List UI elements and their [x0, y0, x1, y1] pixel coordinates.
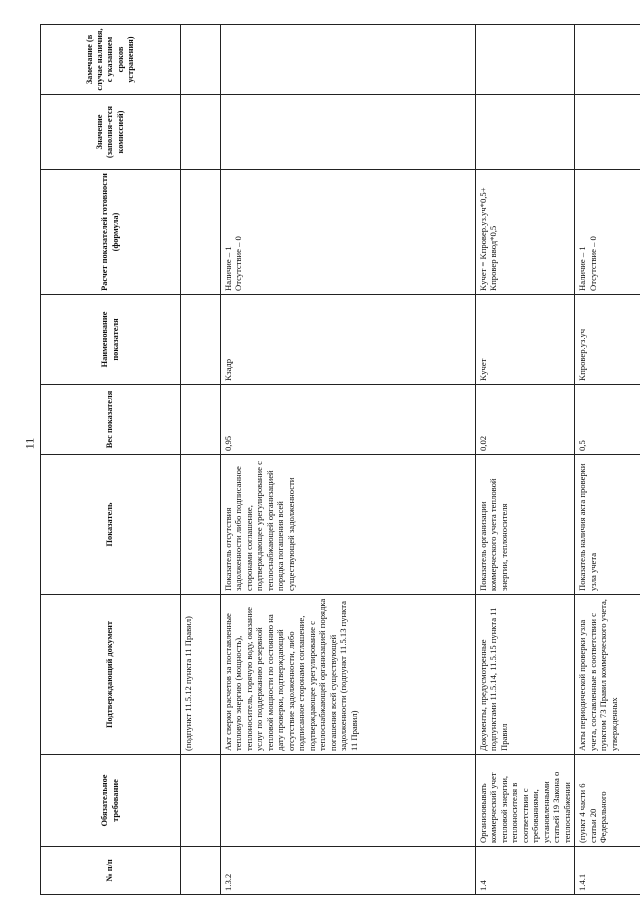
cell-value: [476, 95, 575, 170]
cell-formula: Kучет = Kпровер.уз.уч*0,5+ Kпровер ввод*0,5: [476, 170, 575, 295]
header-indicator: Показатель: [41, 455, 181, 595]
cell-weight: 0,02: [476, 385, 575, 455]
cell-remark: [221, 25, 476, 95]
cell-weight: [181, 385, 221, 455]
cell-value: [221, 95, 476, 170]
cell-indicator: Показатель организации коммерческого учета тепловой энергии, теплоносителя: [476, 455, 575, 595]
cell-name: Kучет: [476, 295, 575, 385]
header-formula: Расчет показателей готовности (формула): [41, 170, 181, 295]
cell-name: Kпровер.уз.уч: [575, 295, 640, 385]
cell-formula: Наличие – 1 Отсутствие – 0: [575, 170, 640, 295]
cell-remark: [575, 25, 640, 95]
readiness-indicators-table: [40, 24, 640, 895]
cell-remark: [476, 25, 575, 95]
cell-document: Документы, предусмотренные подпунктами 11.5.14, 11.5.15 пункта 11 Правил: [476, 595, 575, 755]
cell-requirement: [221, 755, 476, 847]
cell-requirement: Организовывать коммерческий учет тепловой энергии, теплоносителя в соответствии с требованиями, установленными статьей 19 Закона о теплоснабжении: [476, 755, 575, 847]
cell-num: 1.3.2: [221, 847, 476, 895]
header-name: Наименование показателя: [41, 295, 181, 385]
header-row: [41, 25, 181, 895]
cell-formula: Наличие – 1 Отсутствие – 0: [221, 170, 476, 295]
cell-indicator: Показатель наличия акта проверки узла учета: [575, 455, 640, 595]
cell-num: [181, 847, 221, 895]
rotated-table-container: [40, 25, 619, 895]
cell-weight: 0,5: [575, 385, 640, 455]
header-num: № п/п: [41, 847, 181, 895]
cell-document: (подпункт 11.5.12 пункта 11 Правил): [181, 595, 221, 755]
cell-remark: [181, 25, 221, 95]
cell-indicator: Показатель отсутствия задолженности либо подписанное сторонами соглашение, подтверждающее урегулирование с теплоснабжающей организацией порядка погашения всей существующей задолженности: [221, 455, 476, 595]
cell-weight: 0,95: [221, 385, 476, 455]
cell-requirement: (пункт 4 части 6 статьи 20 Федерального: [575, 755, 640, 847]
cell-document: Акт сверки расчетов за поставленные тепловую энергию (мощность), теплоноситель, горячую воду, оказание услуг по поддержанию резервной тепловой мощности по состоянию на дату проверки, подтверждающий отсутствие задолженности, либо подписанное сторонами соглашение, подтверждающее урегулирование с теплоснабжающей организацией порядка погашения всей существующей задолженности (подпункт 11.5.13 пункта 11 Правил): [221, 595, 476, 755]
cell-indicator: [181, 455, 221, 595]
cell-value: [181, 95, 221, 170]
cell-formula: [181, 170, 221, 295]
cell-document: Акты периодической проверки узла учета, составленные в соответствии с пунктом 73 Правил коммерческого учета, утвержденных: [575, 595, 640, 755]
header-requirement: Обязательное требование: [41, 755, 181, 847]
header-weight: Вес показателя: [41, 385, 181, 455]
table-row: [476, 25, 575, 895]
cell-value: [575, 95, 640, 170]
table-row: [221, 25, 476, 895]
cell-num: 1.4.1: [575, 847, 640, 895]
table-row: [181, 25, 221, 895]
header-remark: Замечание (в случае наличия, с указанием сроков устранения): [41, 25, 181, 95]
cell-requirement: [181, 755, 221, 847]
header-document: Подтверждающий документ: [41, 595, 181, 755]
cell-name: Kзадр: [221, 295, 476, 385]
table-row: [575, 25, 640, 895]
header-value: Значение (заполня-ется комиссией): [41, 95, 181, 170]
cell-name: [181, 295, 221, 385]
page-number: 11: [22, 437, 37, 450]
cell-num: 1.4: [476, 847, 575, 895]
